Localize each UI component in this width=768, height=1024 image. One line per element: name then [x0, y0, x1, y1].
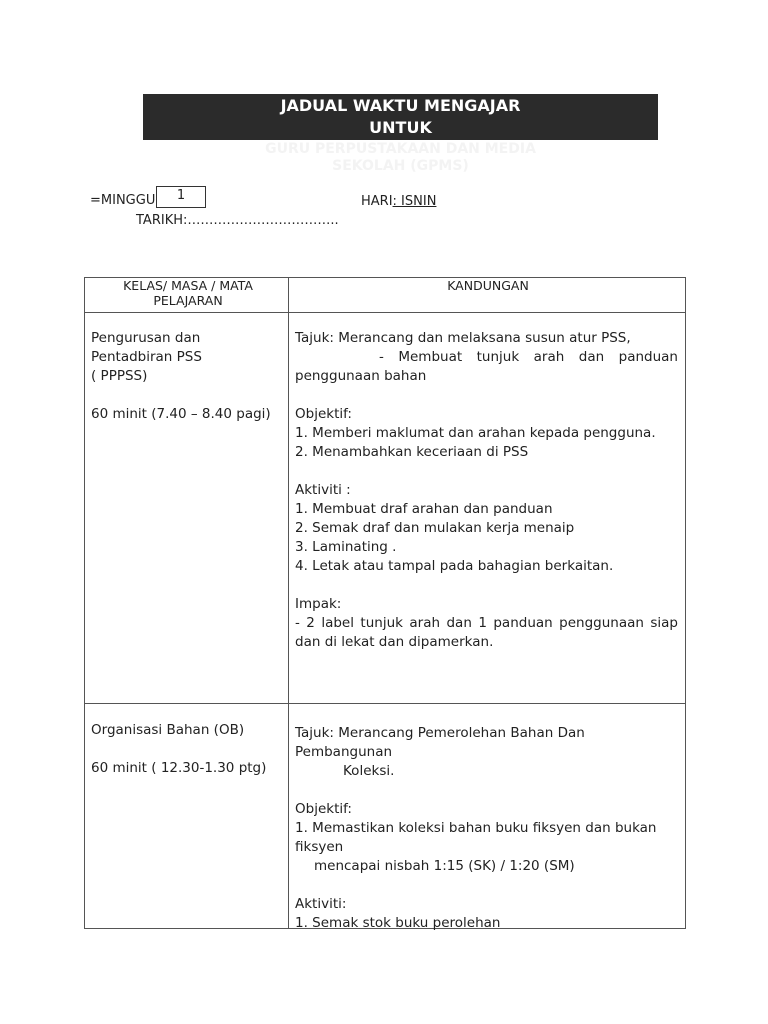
row-1-aktiviti-4: 4. Letak atau tampal pada bahagian berkaitan.	[295, 558, 614, 574]
schedule-table	[84, 277, 686, 929]
row-2-aktiviti-label: Aktiviti:	[295, 896, 347, 912]
row-1-code: ( PPPSS)	[91, 368, 148, 384]
row-2-aktiviti-1: 1. Semak stok buku perolehan	[295, 915, 501, 931]
table-row-1-kandungan	[295, 329, 678, 652]
hari-field	[361, 194, 436, 209]
row-divider	[85, 703, 685, 704]
column-divider	[288, 278, 289, 928]
hari-value: : ISNIN	[392, 194, 437, 209]
row-1-objektif-label: Objektif:	[295, 406, 352, 422]
document-subtitle	[143, 141, 658, 175]
table-row-2-kandungan	[295, 724, 678, 933]
row-1-aktiviti-2: 2. Semak draf dan mulakan kerja menaip	[295, 520, 575, 536]
row-1-tajuk-sub: - Membuat tunjuk arah dan panduan penggunaan bahan	[295, 349, 678, 384]
row-2-tajuk: Tajuk: Merancang Pemerolehan Bahan Dan Pembangunan	[295, 725, 585, 760]
row-2-objektif-1: 1. Memastikan koleksi bahan buku fiksyen dan bukan fiksyen	[295, 820, 657, 855]
row-1-aktiviti-1: 1. Membuat draf arahan dan panduan	[295, 501, 553, 517]
row-2-tajuk-sub: Koleksi.	[343, 763, 395, 779]
row-1-aktiviti-label: Aktiviti :	[295, 482, 351, 498]
row-2-objektif-2: mencapai nisbah 1:15 (SK) / 1:20 (SM)	[314, 858, 575, 874]
table-row-1-kelas	[91, 329, 281, 424]
row-1-subject: Pengurusan dan Pentadbiran PSS	[91, 330, 202, 365]
header-divider	[85, 312, 685, 313]
subtitle-line-1: GURU PERPUSTAKAAN DAN MEDIA	[265, 141, 536, 157]
minggu-label: =MINGGU	[90, 193, 156, 208]
row-1-aktiviti-3: 3. Laminating .	[295, 539, 397, 555]
row-1-impak: - 2 label tunjuk arah dan 1 panduan penggunaan siap dan di lekat dan dipamerkan.	[295, 615, 678, 650]
row-1-objektif-2: 2. Menambahkan keceriaan di PSS	[295, 444, 529, 460]
table-row-2-kelas	[91, 721, 281, 778]
hari-label: HARI	[361, 194, 393, 209]
title-line-1: JADUAL WAKTU MENGAJAR	[280, 96, 521, 115]
row-2-objektif-label: Objektif:	[295, 801, 352, 817]
row-2-time: 60 minit ( 12.30-1.30 ptg)	[91, 760, 267, 776]
title-line-2: UNTUK	[369, 118, 432, 137]
row-1-impak-label: Impak:	[295, 596, 342, 612]
minggu-value-box: 1	[156, 186, 206, 208]
header-kelas: KELAS/ MASA / MATA PELAJARAN	[123, 278, 253, 308]
row-1-time: 60 minit (7.40 – 8.40 pagi)	[91, 406, 271, 422]
row-1-objektif-1: 1. Memberi maklumat dan arahan kepada pengguna.	[295, 425, 656, 441]
row-2-subject: Organisasi Bahan (OB)	[91, 722, 245, 738]
row-1-tajuk: Tajuk: Merancang dan melaksana susun atur PSS,	[295, 330, 631, 346]
subtitle-line-2: SEKOLAH (GPMS)	[332, 158, 469, 174]
tarikh-field: TARIKH:……………………………..	[136, 213, 339, 228]
document-title	[143, 94, 658, 140]
header-kandungan: KANDUNGAN	[447, 278, 529, 293]
